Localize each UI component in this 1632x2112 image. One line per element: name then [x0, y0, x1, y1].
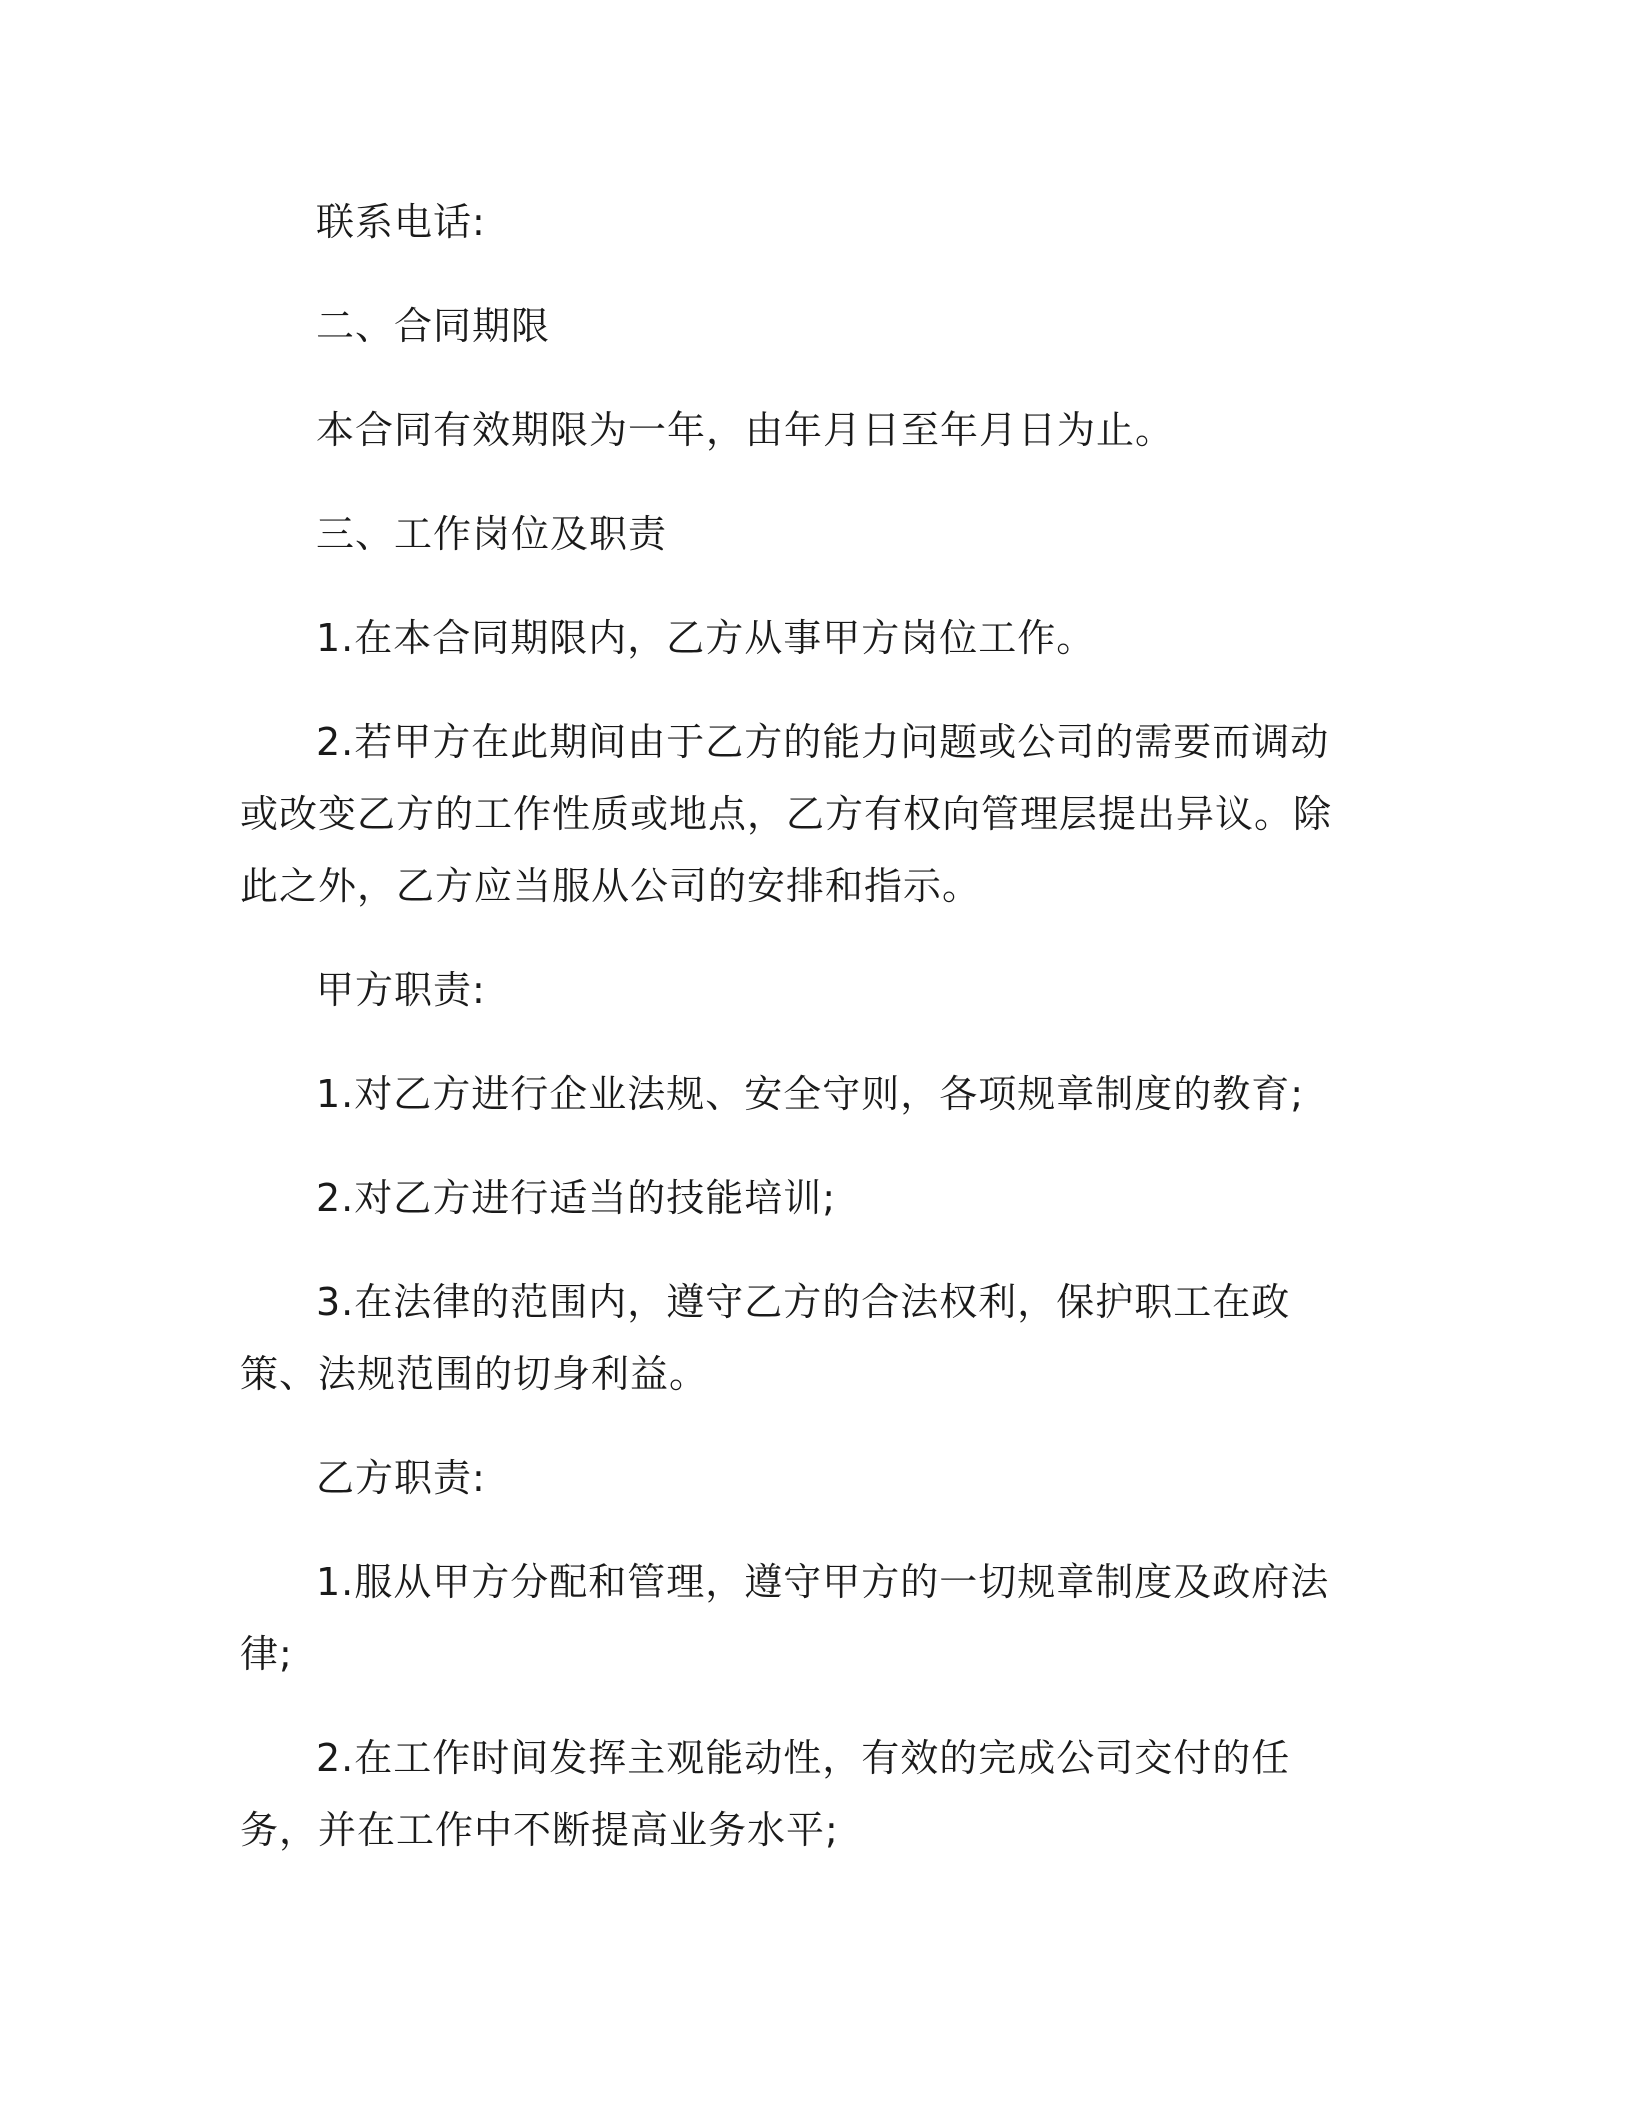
- contact-phone-label: 联系电话:: [316, 200, 486, 244]
- party-a-duty-3: 3.在法律的范围内，遵守乙方的合法权利，保护职工在政策、法规范围的切身利益。: [240, 1280, 1291, 1396]
- section-heading-contract-term: 二、合同期限: [316, 304, 551, 348]
- party-b-duties-heading: 乙方职责:: [316, 1456, 486, 1500]
- contract-term-paragraph: 本合同有效期限为一年，由年月日至年月日为止。: [316, 408, 1175, 452]
- position-clause-1: 1.在本合同期限内，乙方从事甲方岗位工作。: [316, 616, 1096, 660]
- party-b-duty-2: 2.在工作时间发挥主观能动性，有效的完成公司交付的任务，并在工作中不断提高业务水平;: [240, 1736, 1291, 1852]
- document-body: [240, 186, 1350, 1898]
- party-a-duty-1: 1.对乙方进行企业法规、安全守则，各项规章制度的教育;: [316, 1072, 1305, 1116]
- party-a-duty-2: 2.对乙方进行适当的技能培训;: [316, 1176, 837, 1220]
- position-clause-2: 2.若甲方在此期间由于乙方的能力问题或公司的需要而调动或改变乙方的工作性质或地点，乙方有权向管理层提出异议。除此之外，乙方应当服从公司的安排和指示。: [240, 720, 1333, 908]
- party-a-duties-heading: 甲方职责:: [316, 968, 486, 1012]
- party-b-duty-1: 1.服从甲方分配和管理，遵守甲方的一切规章制度及政府法律;: [240, 1560, 1330, 1676]
- section-heading-position-duties: 三、工作岗位及职责: [316, 512, 668, 556]
